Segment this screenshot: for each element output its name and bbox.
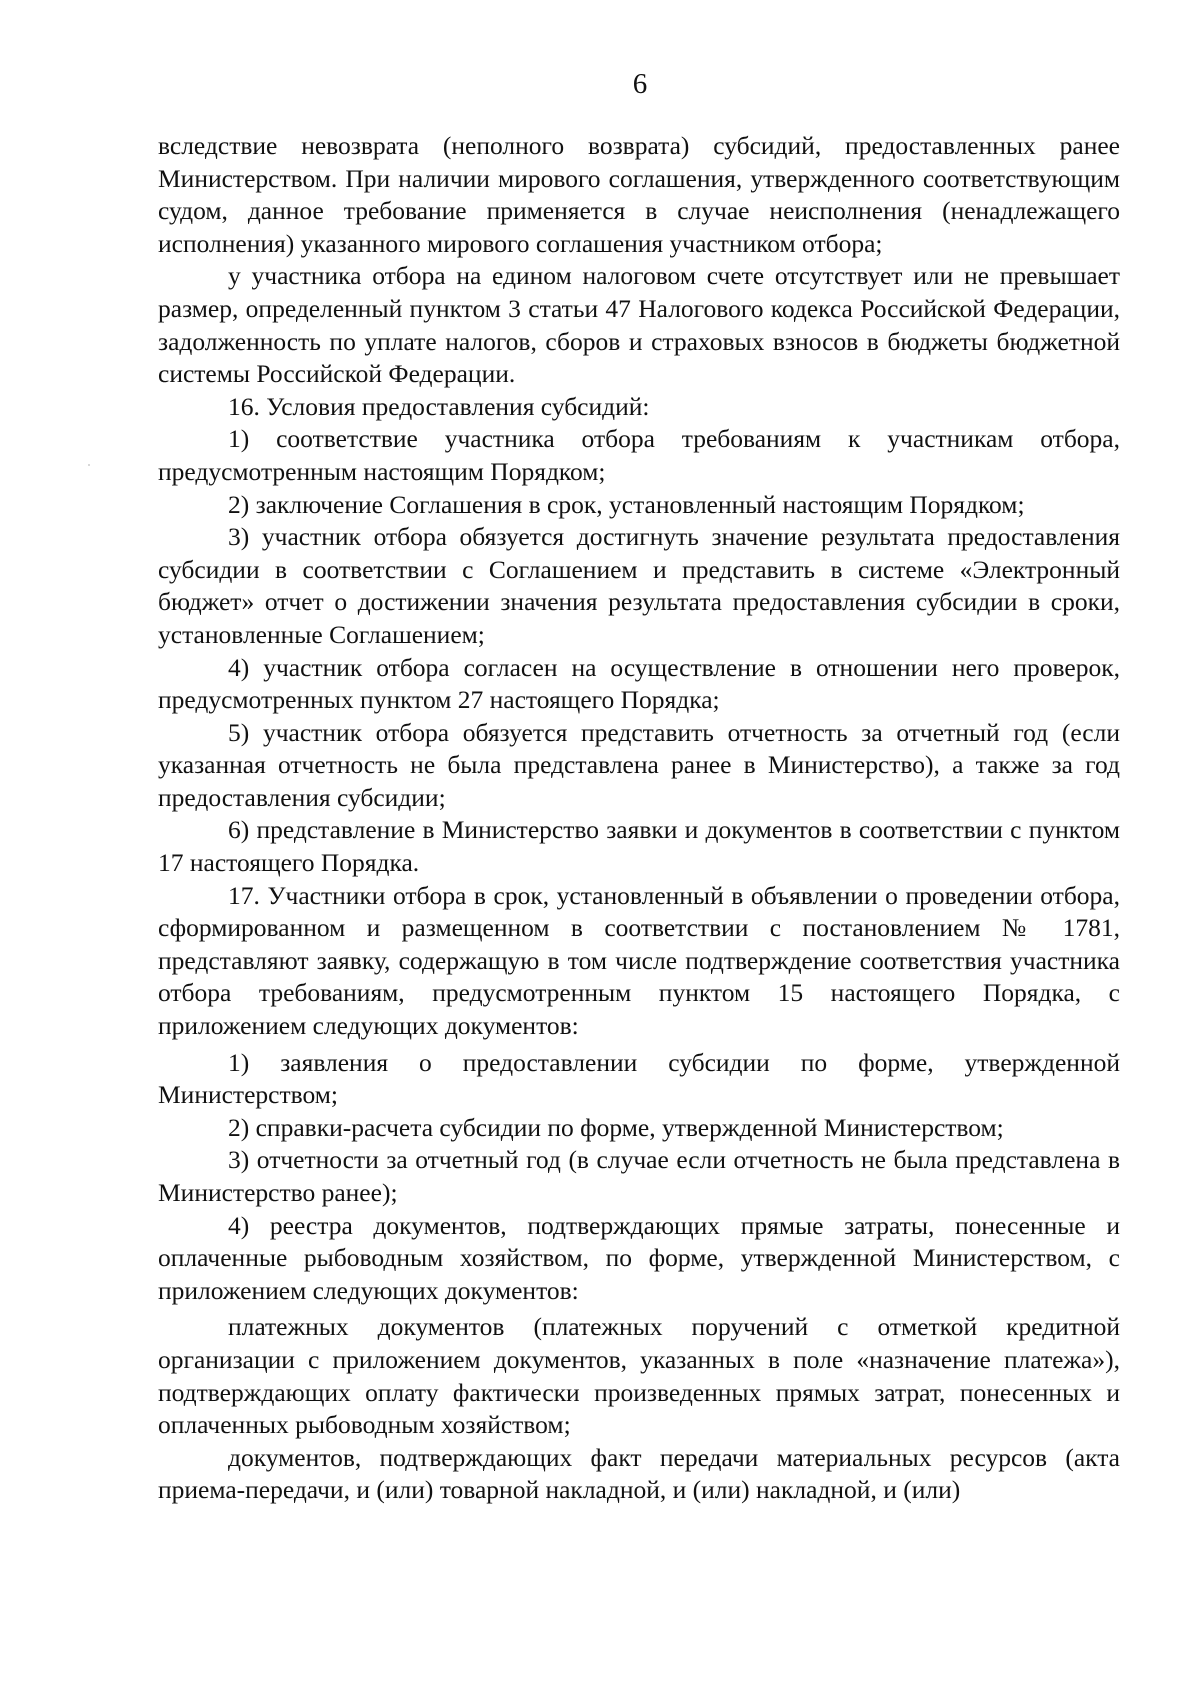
- list-item-16-4: 4) участник отбора согласен на осуществление в отношении него проверок, предусмотренных пунктом 27 настоящего Порядка;: [158, 652, 1120, 715]
- list-item-16-5: 5) участник отбора обязуется представить отчетность за отчетный год (если указанная отчетность не была представлена ранее в Министерство), а также за год предоставления субсидии;: [158, 717, 1120, 812]
- scan-speck: [88, 464, 90, 466]
- section-16-heading: 16. Условия предоставления субсидий:: [228, 391, 650, 421]
- list-item-17-2: 2) справки-расчета субсидии по форме, утвержденной Министерством;: [228, 1112, 1004, 1142]
- list-item-17-4: 4) реестра документов, подтверждающих прямые затраты, понесенные и оплаченные рыбоводным хозяйством, по форме, утвержденной Министерством, с приложением следующих документов:: [158, 1210, 1120, 1305]
- list-item-17-3: 3) отчетности за отчетный год (в случае если отчетность не была представлена в Министерство ранее);: [158, 1145, 1120, 1207]
- paragraph-tax-debt-requirement: у участника отбора на едином налоговом счете отсутствует или не превышает размер, определенный пунктом 3 статьи 47 Налогового кодекса Российской Федерации, задолженность по уплате налогов, сборов и страховых взносов в бюджеты бюджетной системы Российской Федерации.: [158, 261, 1120, 389]
- list-item-16-1: 1) соответствие участника отбора требованиям к участникам отбора, предусмотренным настоящим Порядком;: [158, 424, 1120, 486]
- list-item-17-4-transfer-documents: документов, подтверждающих факт передачи материальных ресурсов (акта приема-передачи, и (или) товарной накладной, и (или) накладной, и (или): [158, 1442, 1120, 1505]
- list-item-16-3: 3) участник отбора обязуется достигнуть значение результата предоставления субсидии в соответствии с Соглашением и представить в системе «Электронный бюджет» отчет о достижении значения результата предоставления субсидии в сроки, установленные Соглашением;: [158, 522, 1120, 649]
- list-item-17-4-payment-documents: платежных документов (платежных поручений с отметкой кредитной организации с приложением документов, указанных в поле «назначение платежа»), подтверждающих оплату фактически произведенных прямых затрат, понесенных и оплаченных рыбоводным хозяйством;: [158, 1312, 1120, 1440]
- section-17-heading: 17. Участники отбора в срок, установленный в объявлении о проведении отбора, сформированном и размещенном в соответствии с постановлением № 1781, представляют заявку, содержащую в том числе подтверждение соответствия участника отбора требованиям, предусмотренным пунктом 15 настоящего Порядка, с приложением следующих документов:: [158, 880, 1120, 1041]
- page-number: 6: [632, 68, 648, 100]
- document-body: [158, 130, 1120, 1507]
- paragraph-subsidy-refund-continuation: вследствие невозврата (неполного возврата) субсидий, предоставленных ранее Министерством. При наличии мирового соглашения, утвержденного соответствующим судом, данное требование применяется в случае неисполнения (ненадлежащего исполнения) указанного мирового соглашения участником отбора;: [158, 131, 1120, 258]
- list-item-17-1: 1) заявления о предоставлении субсидии по форме, утвержденной Министерством;: [158, 1047, 1120, 1110]
- list-item-16-6: 6) представление в Министерство заявки и документов в соответствии с пунктом 17 настоящего Порядка.: [158, 815, 1120, 878]
- list-item-16-2: 2) заключение Соглашения в срок, установленный настоящим Порядком;: [228, 489, 1025, 519]
